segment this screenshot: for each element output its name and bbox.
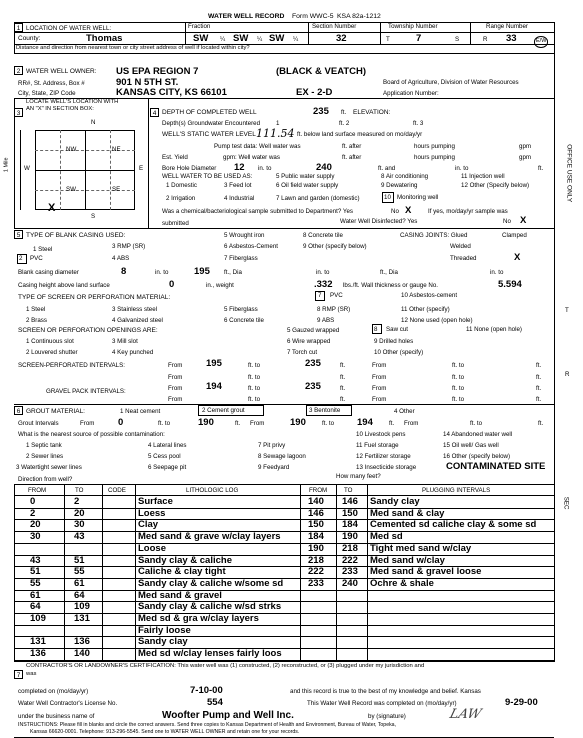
log-from: 131 xyxy=(30,636,46,648)
log-desc: Sandy clay xyxy=(370,497,420,507)
log-to: 51 xyxy=(74,554,85,566)
location-x-mark: X xyxy=(48,202,56,214)
log-to: 150 xyxy=(342,507,358,519)
section-number-label: Section Number xyxy=(312,23,357,30)
well-id: EX - 2-D xyxy=(296,87,333,98)
certification-text: CONTRACTOR'S OR LANDOWNER'S CERTIFICATION: This water well was (1) constructed, (2) reconstructed, or (3) plugged under my jurisdiction and xyxy=(26,663,425,669)
chem-no-mark: X xyxy=(405,205,412,216)
log-to: 218 xyxy=(342,542,358,554)
casing-height: 0 xyxy=(169,279,175,290)
casing-diameter-label: Blank casing diameter xyxy=(18,269,79,276)
log-desc: Med sand & clay xyxy=(370,508,445,519)
completed-date: 7-10-00 xyxy=(190,685,223,696)
owner-name: US EPA REGION 7 xyxy=(116,66,199,77)
bore-to-value: 240 xyxy=(316,162,332,173)
business-label: under the business name of xyxy=(18,713,95,720)
board-label: Board of Agriculture, Division of Water Resources xyxy=(383,79,519,86)
owner-address: 901 N 5TH ST. xyxy=(116,77,179,88)
log-from: 190 xyxy=(308,542,324,554)
log-from: 222 xyxy=(308,566,324,578)
fraction-3: SW xyxy=(269,33,285,44)
log-from: 20 xyxy=(30,519,41,531)
screen-label: TYPE OF SCREEN OR PERFORATION MATERIAL: xyxy=(18,294,171,301)
grout-to-1: 190 xyxy=(198,417,214,428)
log-to: 136 xyxy=(74,636,90,648)
bore-label: Bore Hole Diameter xyxy=(162,165,217,172)
chem-question: Was a chemical/bacteriological sample submitted to Department? Yes xyxy=(162,208,353,215)
distance-label: Distance and direction from nearest town or city street address of well if located within city? xyxy=(16,45,250,51)
range-value: 33 xyxy=(506,33,517,44)
log-to: 146 xyxy=(342,496,358,507)
log-desc: Med sand & gravel loose xyxy=(370,567,482,577)
log-to: 55 xyxy=(74,566,85,578)
fraction-2: SW xyxy=(233,33,249,44)
perf-to-1: 235 xyxy=(305,358,321,369)
fraction-1: SW xyxy=(193,33,209,44)
direction-label: Direction from well? xyxy=(18,476,73,483)
log-from: 43 xyxy=(30,554,41,566)
disinfected-label: Water Well Disinfected? Yes xyxy=(340,218,418,225)
casing-diameter-to: 195 xyxy=(194,266,210,277)
fraction-label: Fraction xyxy=(188,23,211,30)
perforated-intervals-label: SCREEN-PERFORATED INTERVALS: xyxy=(18,362,125,369)
gravel-intervals-label: GRAVEL PACK INTERVALS: xyxy=(46,388,126,395)
casing-gauge: 5.594 xyxy=(498,279,522,290)
casing-label: TYPE OF BLANK CASING USED: xyxy=(26,232,126,239)
city-label: City, State, ZIP Code xyxy=(18,90,76,97)
contamination-question: What is the nearest source of possible contamination: xyxy=(18,431,165,438)
owner-attn: (BLACK & VEATCH) xyxy=(276,66,367,77)
static-level-label: WELL'S STATIC WATER LEVEL xyxy=(162,131,256,138)
log-from: 136 xyxy=(30,648,46,660)
log-from: 184 xyxy=(308,531,324,543)
log-to: 2 xyxy=(74,496,80,507)
record-date: 9-29-00 xyxy=(505,697,538,708)
mile-scale: 1 Mile xyxy=(3,157,10,173)
use-label: WELL WATER TO BE USED AS: xyxy=(162,173,253,180)
log-from: 0 xyxy=(30,496,36,507)
log-to: 20 xyxy=(74,507,85,519)
contractor-signature: LAW xyxy=(447,707,483,722)
log-to: 61 xyxy=(74,577,85,589)
casing-pvc: PVC xyxy=(30,255,43,262)
log-from: 64 xyxy=(30,601,41,613)
locate-title-1: LOCATE WELL'S LOCATION WITH xyxy=(26,99,119,105)
township-value: 7 xyxy=(416,33,422,44)
cement-grout: 2 Cement grout xyxy=(202,407,245,414)
log-from: 140 xyxy=(308,496,324,507)
perf-from-1: 195 xyxy=(206,358,222,369)
log-from: 150 xyxy=(308,519,324,531)
grout-intervals-label: Grout Intervals xyxy=(18,420,59,427)
log-desc: Fairly loose xyxy=(138,625,191,636)
license-number: 554 xyxy=(207,697,223,708)
log-from: 61 xyxy=(30,589,41,601)
log-from: 233 xyxy=(308,577,324,589)
log-to: 109 xyxy=(74,601,90,613)
log-desc: Caliche & clay tight xyxy=(138,567,226,577)
log-from: 109 xyxy=(30,613,46,624)
log-desc: Sandy clay xyxy=(138,637,188,647)
bentonite: 3 Bentonite xyxy=(309,407,341,414)
form-title: WATER WELL RECORD xyxy=(208,13,285,20)
log-from: 30 xyxy=(30,531,41,543)
log-desc: Cemented sd caliche clay & some sd xyxy=(370,520,537,530)
disinfected-no-mark: X xyxy=(520,215,527,226)
depth-label: DEPTH OF COMPLETED WELL xyxy=(162,109,257,116)
completed-label: completed on (mo/day/yr) xyxy=(18,688,89,695)
business-name: Woofter Pump and Well Inc. xyxy=(162,710,294,721)
license-label: Water Well Contractor's License No. xyxy=(18,700,118,707)
log-to: 140 xyxy=(74,648,90,660)
log-desc: Med sand & gravel xyxy=(138,590,222,601)
static-level-value: 111.54 xyxy=(256,127,295,140)
owner-label: WATER WELL OWNER: xyxy=(26,68,97,75)
log-to: 30 xyxy=(74,519,85,531)
openings-label: SCREEN OR PERFORATION OPENINGS ARE: xyxy=(18,327,158,334)
owner-city: KANSAS CITY, KS 66101 xyxy=(116,87,227,98)
log-to: 64 xyxy=(74,589,85,601)
log-from: 218 xyxy=(308,554,324,566)
casing-height-label: Casing height above land surface xyxy=(18,282,110,289)
threaded-mark: X xyxy=(514,252,521,263)
log-desc: Surface xyxy=(138,497,173,507)
instructions-1: INSTRUCTIONS: Please fill in blanks and circle the correct answers. Send three copies to Kansas Department of Health and Environment, Bureau of Water, Topeka, xyxy=(18,722,397,728)
log-desc: Sandy clay & caliche w/sd strks xyxy=(138,602,282,612)
log-to: 233 xyxy=(342,566,358,578)
log-from: 146 xyxy=(308,507,324,519)
form-id: Form WWC-5 xyxy=(292,13,334,20)
log-from: 51 xyxy=(30,566,41,578)
location-label: LOCATION OF WATER WELL: xyxy=(26,25,112,32)
casing-weight: .332 xyxy=(314,279,333,290)
log-desc: Tight med sand w/clay xyxy=(370,543,472,554)
township-number-label: Township Number xyxy=(388,23,438,30)
depth-value: 235 xyxy=(313,106,329,117)
log-desc: Ochre & shale xyxy=(370,578,434,589)
casing-joints-label: CASING JOINTS: Glued xyxy=(400,232,468,239)
log-to: 222 xyxy=(342,554,358,566)
log-to: 190 xyxy=(342,531,358,543)
county-label: County: xyxy=(18,35,41,42)
log-desc: Loose xyxy=(138,543,166,554)
margin-t-label: T xyxy=(565,307,569,314)
application-number-label: Application Number: xyxy=(383,90,439,97)
log-from: 2 xyxy=(30,507,36,519)
instructions-2: Kansas 66620-0001. Telephone: 913-296-5545. Send one to WATER WELL OWNER and retain one for your records. xyxy=(30,729,300,735)
log-to: 240 xyxy=(342,577,358,589)
saw-cut: Saw cut xyxy=(386,326,409,333)
address-label: RR#, St. Address, Box # xyxy=(18,80,85,87)
casing-diameter: 8 xyxy=(121,266,127,277)
gravel-from: 194 xyxy=(206,381,222,392)
grout-from-1: 0 xyxy=(118,417,124,428)
grout-from-2: 190 xyxy=(290,417,306,428)
grout-to-2: 194 xyxy=(357,417,373,428)
pump-test-label: Pump test data: Well water was xyxy=(214,143,301,150)
locate-title-2: AN "X" IN SECTION BOX: xyxy=(26,106,94,112)
east-west-circle: E/W xyxy=(534,36,548,48)
log-desc: Sandy clay & caliche xyxy=(138,555,232,565)
log-from: 55 xyxy=(30,577,41,589)
screen-pvc: PVC xyxy=(330,292,343,299)
elevation-label: ELEVATION: xyxy=(353,109,391,116)
log-to: 43 xyxy=(74,531,85,543)
log-desc: Loess xyxy=(138,508,166,519)
log-desc: Sandy clay & caliche w/some sd xyxy=(138,578,284,589)
section-value: 32 xyxy=(336,33,347,44)
groundwater-label: Depth(s) Groundwater Encountered xyxy=(162,120,261,127)
range-number-label: Range Number xyxy=(486,23,528,30)
ksa-ref: KSA 82a-1212 xyxy=(337,13,381,20)
margin-r-label: R xyxy=(565,371,570,378)
office-use-label: OFFICE USE ONLY xyxy=(565,144,573,203)
bore-value: 12 xyxy=(234,162,245,173)
log-desc: Med sd xyxy=(370,532,403,542)
gravel-to: 235 xyxy=(305,381,321,392)
log-desc: Med sand & grave w/clay layers xyxy=(138,532,281,542)
margin-sec-label: SEC xyxy=(562,496,570,510)
yield-label: Est. Yield xyxy=(162,154,188,161)
use-monitoring-well: Monitoring well xyxy=(397,194,439,201)
county-value: Thomas xyxy=(86,33,123,44)
log-desc: Clay xyxy=(138,520,159,530)
contamination-other: CONTAMINATED SITE xyxy=(446,461,546,472)
log-desc: Med sd w/clay lenses fairly loos xyxy=(138,649,282,659)
log-to: 184 xyxy=(342,519,358,531)
log-desc: Med sd & gra w/clay layers xyxy=(138,614,259,624)
how-many-feet-label: How many feet? xyxy=(336,473,381,480)
log-to: 131 xyxy=(74,613,90,624)
log-desc: Med sand w/clay xyxy=(370,555,445,565)
grout-label: GROUT MATERIAL: xyxy=(26,408,85,415)
